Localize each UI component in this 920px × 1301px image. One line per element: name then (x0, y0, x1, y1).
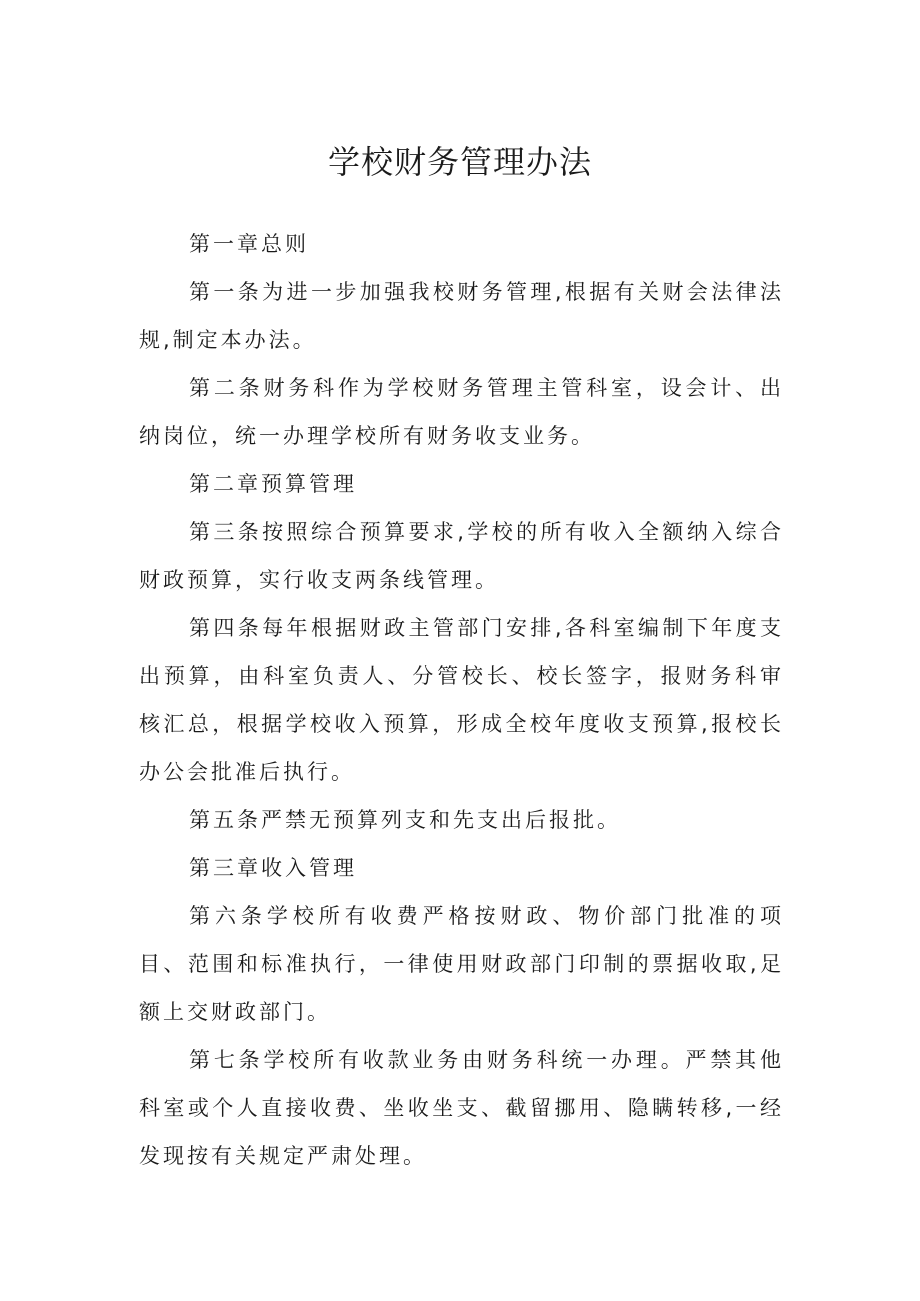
article-4: 第四条每年根据财政主管部门安排,各科室编制下年度支出预算，由科室负责人、分管校长、校长签字，报财务科审核汇总，根据学校收入预算，形成全校年度收支预算,报校长办公会批准后执行。 (139, 616, 784, 784)
article-6: 第六条学校所有收费严格按财政、物价部门批准的项目、范围和标准执行，一律使用财政部门印制的票据收取,足额上交财政部门。 (139, 904, 784, 1024)
article-3: 第三条按照综合预算要求,学校的所有收入全额纳入综合财政预算，实行收支两条线管理。 (139, 520, 784, 592)
document-body (139, 220, 784, 1180)
article-1: 第一条为进一步加强我校财务管理,根据有关财会法律法规,制定本办法。 (139, 280, 784, 352)
article-2: 第二条财务科作为学校财务管理主管科室，设会计、出纳岗位，统一办理学校所有财务收支业务。 (139, 376, 784, 448)
article-7: 第七条学校所有收款业务由财务科统一办理。严禁其他科室或个人直接收费、坐收坐支、截留挪用、隐瞒转移,一经发现按有关规定严肃处理。 (139, 1048, 784, 1168)
chapter-heading-3: 第三章收入管理 (189, 856, 357, 880)
chapter-heading-2: 第二章预算管理 (189, 472, 357, 496)
chapter-heading-1: 第一章总则 (189, 232, 309, 256)
document-title: 学校财务管理办法 (327, 143, 592, 181)
article-5: 第五条严禁无预算列支和先支出后报批。 (189, 808, 621, 832)
